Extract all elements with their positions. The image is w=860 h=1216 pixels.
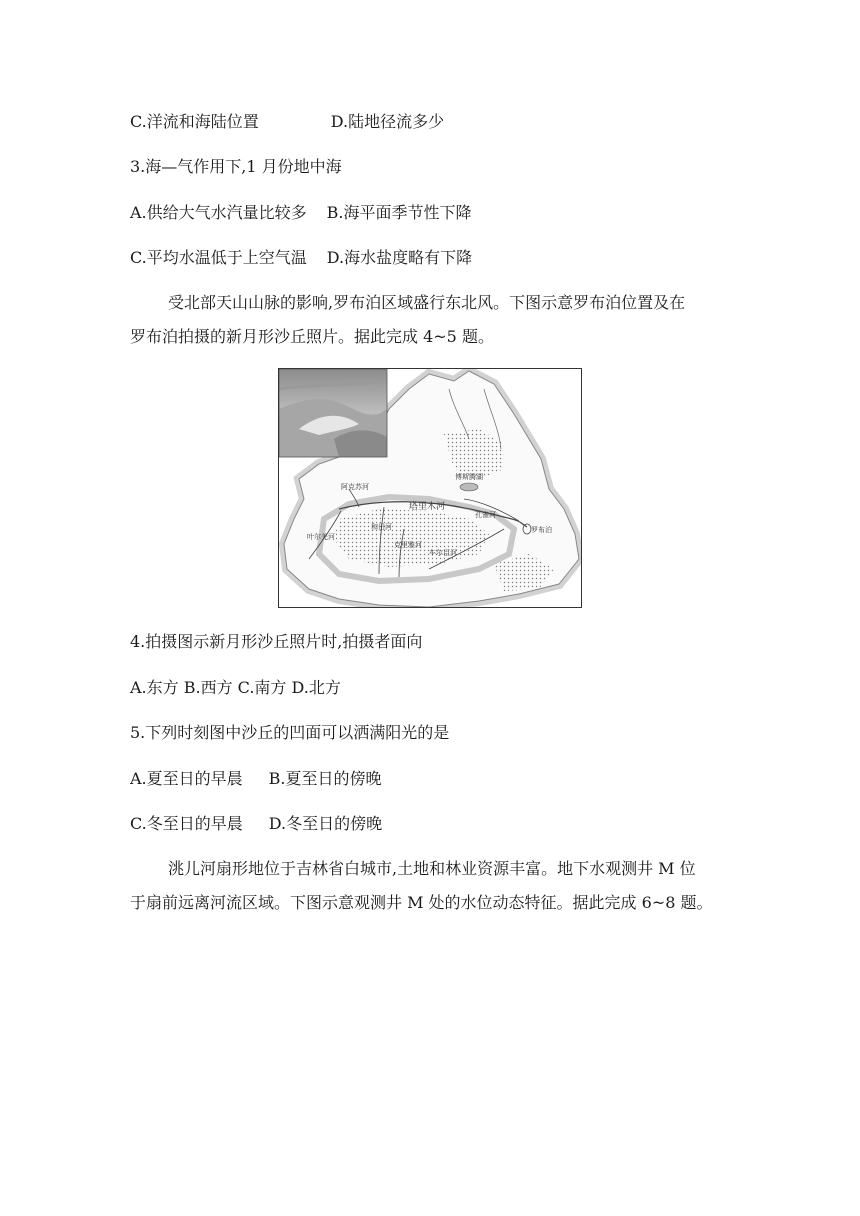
q3-option-a: A.供给大气水汽量比较多 (130, 203, 307, 222)
label-aksu: 阿克苏河 (341, 483, 369, 491)
label-kongque: 孔雀河 (475, 511, 496, 519)
intro-4-5-line1: 受北部天山山脉的影响,罗布泊区域盛行东北风。下图示意罗布泊位置及在 (168, 293, 686, 312)
q5-options-row1 (130, 767, 382, 791)
label-keriya: 克里雅河 (394, 541, 422, 549)
q3-option-d: D.海水盐度略有下降 (326, 248, 473, 267)
q5-option-c: C.冬至日的早晨 (130, 814, 243, 833)
label-tarim: 塔里木河 (409, 502, 446, 512)
intro-6-8-line1: 洮儿河扇形地位于吉林省白城市,土地和林业资源丰富。地下水观测井 M 位 (168, 859, 696, 878)
q3-options-row1 (130, 201, 472, 225)
bosten-lake (460, 483, 478, 491)
q5-option-d: D.冬至日的傍晚 (268, 814, 383, 833)
lop-nur-map-figure (278, 368, 582, 608)
label-bosten: 博斯腾湖 (455, 473, 483, 481)
q3-option-c: C.平均水温低于上空气温 (130, 248, 307, 267)
q2-option-c: C.洋流和海陆位置 (130, 112, 259, 131)
q3-option-b: B.海平面季节性下降 (326, 203, 472, 222)
q3-options-row2 (130, 246, 472, 270)
dune-photo-inset (279, 369, 387, 457)
q5-option-a: A.夏至日的早晨 (130, 769, 243, 788)
label-cherchen: 车尔臣河 (429, 549, 457, 557)
q3-stem: 3.海—气作用下,1 月份地中海 (130, 157, 342, 176)
label-yarkand: 叶尔羌河 (307, 533, 335, 541)
intro-6-8-line2: 于扇前远离河流区域。下图示意观测井 M 处的水位动态特征。据此完成 6~8 题。 (130, 893, 713, 912)
q4-stem: 4.拍摄图示新月形沙丘照片时,拍摄者面向 (130, 632, 423, 651)
map-drawing (279, 369, 582, 608)
q5-option-b: B.夏至日的傍晚 (268, 769, 382, 788)
label-hotan: 和田河 (371, 523, 392, 531)
intro-4-5-line2: 罗布泊拍摄的新月形沙丘照片。据此完成 4~5 题。 (130, 327, 494, 346)
q4-options: A.东方 B.西方 C.南方 D.北方 (130, 678, 341, 697)
label-lopnur: 罗布泊 (531, 526, 552, 534)
q5-stem: 5.下列时刻图中沙丘的凹面可以洒满阳光的是 (130, 723, 450, 742)
q2-options-row (130, 110, 444, 134)
q2-option-d: D.陆地径流多少 (330, 112, 445, 131)
q5-options-row2 (130, 812, 382, 836)
